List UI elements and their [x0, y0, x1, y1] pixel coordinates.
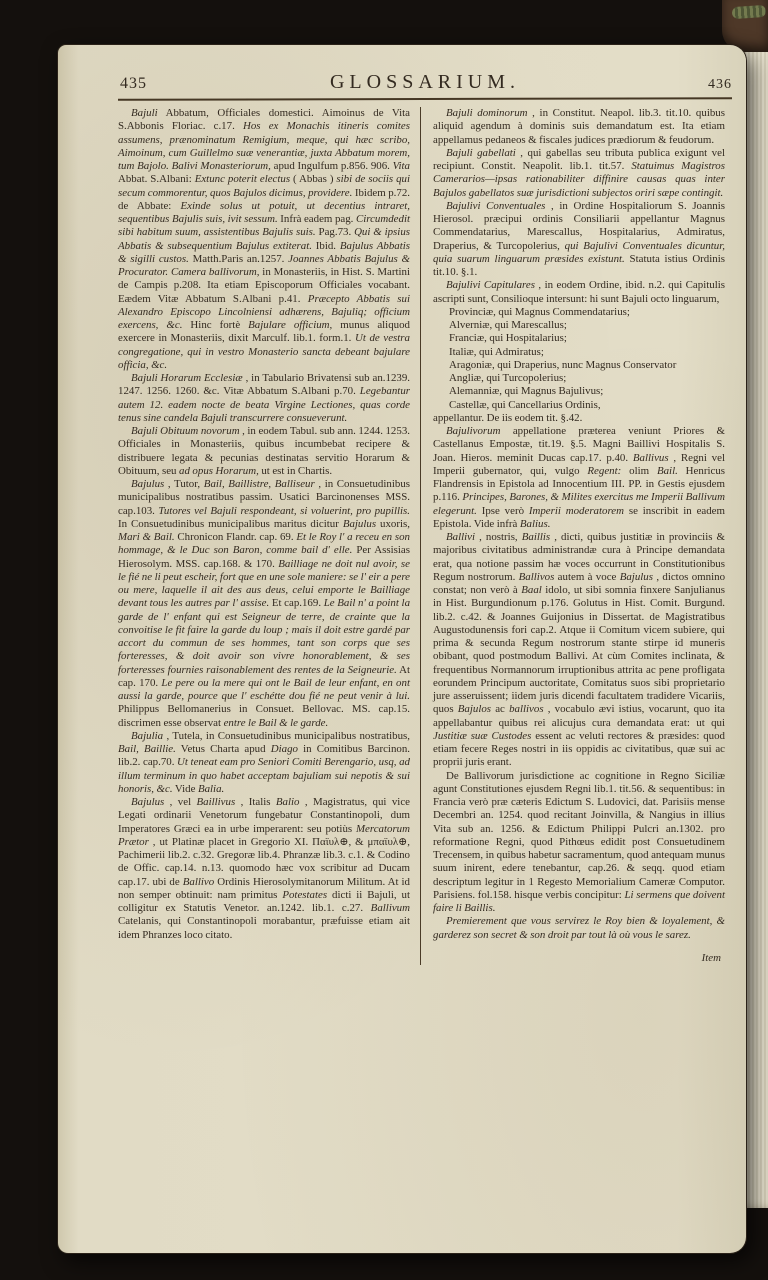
- glossary-paragraph: [118, 372, 410, 425]
- roman-text: Aragoniæ, qui Draperius, nunc Magnus Conservator: [449, 358, 677, 371]
- catchword: Item: [701, 951, 721, 964]
- glossary-paragraph: [118, 425, 410, 478]
- roman-text: Vetus Charta apud: [175, 743, 271, 755]
- italic-text: Bailliage ne doit nul avoir, se le fié ne li peut escheir, fort que en une sole maniere: se l' eir a pere ou mere, laquelle il ait des aus deus, celui emporte le Bailliage devant tous les autres par l' assise.: [118, 557, 410, 610]
- roman-text: , vocabulo ævi istius, vocarunt, quo ita appellabantur quibus rei alicujus cura demandata erat: ut qui: [433, 703, 725, 729]
- italic-text: Bajuli: [131, 107, 158, 119]
- italic-text: Baillis: [521, 531, 551, 543]
- italic-text: Bajulus: [619, 570, 653, 583]
- italic-text: Bail, Baillie.: [118, 743, 176, 755]
- roman-text: appellantur. De iis eodem tit. §.42.: [433, 411, 583, 424]
- roman-text: , Magistratus, qui vice Legati ordinarii Venetorum fungebatur Constantinopoli, dum Imperatores Græci ea in urbe imperarent: seu potiùs: [118, 796, 410, 835]
- italic-text: Bajulare officium,: [248, 319, 333, 331]
- roman-text: in Comitibus Barcinon. lib.2. cap.70.: [118, 743, 410, 769]
- italic-text: qui Bajulivi Conventuales dicuntur, quia suarum linguarum præsides existunt.: [433, 239, 726, 265]
- italic-text: Vita: [392, 160, 410, 172]
- roman-text: , in Ordine Hospitaliorum S. Joannis Hierosol. præcipui ordinis Consiliarii appellantur Magnus Commendatarius, Marescallus, Hospitalarius, Admiratus, Draperius, & Turcopolerius,: [433, 199, 725, 252]
- italic-text: Bajulivi Capitulares: [446, 279, 535, 292]
- roman-text: munus aliquod exercere in Monasteriis, dixit Marculf. lib.1. form.1.: [118, 319, 410, 345]
- glossary-list-item: [449, 385, 725, 398]
- italic-text: Bail.: [656, 464, 678, 477]
- roman-text: Alemanniæ, qui Magnus Bajulivus;: [449, 385, 604, 398]
- italic-text: Extunc poterit electus: [194, 173, 291, 186]
- roman-text: Provinciæ, qui Magnus Commendatarius;: [449, 305, 630, 318]
- glossary-list-item: [449, 346, 725, 359]
- roman-text: in Monasteriis, in Hist. S. Martini de Campis p.208. Ita etiam Episcoporum Officiales vocabant. Eædem Vitæ Abbatum S.Albani p.41.: [118, 266, 411, 305]
- italic-text: Hos ex Monachis itineris comites assumens, prænominatum Remigium, meque, qui hæc scribo, Aimoinum, cum Guillelmo suæ venerantiæ, juxta Abbatum morem, tum Bajolo. Balivi Monasteriorum,: [118, 120, 411, 172]
- italic-text: Mercatorum Prætor: [118, 822, 410, 848]
- italic-text: Bajuli gabellati: [446, 146, 516, 159]
- italic-text: Regent:: [587, 464, 622, 477]
- italic-text: Le pere ou la mere qui ont le Bail de leur enfant, en ont aussi la garde, pource que l' eschétte dou fié ne peut venir à lui.: [118, 676, 410, 702]
- glossary-paragraph: [118, 730, 410, 796]
- italic-text: Ballivo: [182, 875, 215, 888]
- roman-text: uxoris,: [376, 517, 410, 530]
- roman-text: , in Consuetudinibus municipalibus nostratibus passim. Usatici Barcinonenses MSS. cap.103.: [118, 478, 411, 517]
- italic-text: Potestates: [282, 888, 328, 901]
- glossary-list-item: [449, 332, 725, 345]
- italic-text: Balia.: [197, 782, 225, 795]
- italic-text: Ut teneat eam pro Seniori Comiti Berengario, usq, ad illum terminum in quo habet acceptam bajuliam sui nepotis & sui honoris, &c.: [118, 756, 410, 795]
- roman-text: ( Abbas ): [290, 173, 337, 186]
- roman-text: Hinc fortè: [182, 319, 249, 331]
- italic-text: Bajulus Abbatis & sigilli custos.: [118, 239, 411, 265]
- italic-text: Bajuli dominorum: [446, 107, 528, 119]
- page-number-right: 436: [708, 77, 732, 92]
- glossary-paragraph: [433, 915, 725, 942]
- roman-text: , nostris,: [475, 531, 522, 543]
- roman-text: Matth.Paris an.1257.: [188, 252, 289, 265]
- glossary-paragraph: [433, 425, 725, 531]
- glossary-paragraph: [433, 770, 725, 916]
- glossary-list-item: [449, 372, 725, 385]
- italic-text: Tutores vel Bajuli respondeant, si voluerint, pro pupillis.: [158, 504, 410, 517]
- italic-text: Bajulus: [131, 478, 165, 490]
- glossary-paragraph: [433, 200, 725, 280]
- glossary-paragraph: [433, 107, 725, 147]
- roman-text: essent ac veluti rectores & præsides: quod etiam fecere Reges nostri in iis oppidis ac civitatibus, quæ sui ac proprii juris erant.: [433, 729, 725, 769]
- italic-text: Exinde solus ut potuit, ut decentius intraret, sequentibus Bajulis suis, ivit sessum.: [118, 199, 410, 225]
- italic-text: Ut de vestra congregatione, qui in vestro Monasterio sancta debeant bajulare officia, &c.: [118, 332, 410, 371]
- roman-text: , in eodem Ordine, ibid. n.2. qui Capitulis ascripti sunt, Consilioque intersunt: hi sunt Bajuli octo linguarum,: [433, 279, 726, 305]
- roman-text: , in eodem Tabul. sub ann. 1244. 1253. Officiales in Monasteriis, quibus incumbebat recipere & distribuere legata & pecunias destinatas servitio Horarum & Obituum, seu: [118, 425, 410, 477]
- roman-text: Italiæ, qui Admiratus;: [449, 345, 544, 358]
- italic-text: Bajulia: [131, 729, 164, 742]
- italic-text: Ballivus: [632, 451, 669, 464]
- roman-text: Ibidem p.72. de Abbate:: [118, 186, 411, 212]
- roman-text: Ipse verò: [476, 504, 529, 517]
- italic-text: Bajuli Obituum novorum: [131, 425, 240, 437]
- roman-text: ac: [491, 703, 510, 716]
- italic-text: Baillivus: [196, 796, 236, 808]
- glossary-list-item: [449, 306, 725, 319]
- italic-text: Mari & Bail.: [118, 531, 175, 543]
- running-header: [118, 71, 732, 99]
- italic-text: Circumdedit sibi habitum suum, assistentibus Bajulis suis.: [118, 213, 410, 239]
- italic-text: Ballivum: [370, 902, 410, 914]
- running-title: GLOSSARIUM.: [329, 71, 521, 93]
- roman-text: , Regni vel Imperii gubernator, qui, vulgo: [433, 451, 725, 477]
- roman-text: Statuta istius Ordinis tit.10. §.1.: [433, 252, 725, 278]
- italic-text: Baal: [521, 584, 542, 596]
- roman-text: , in Tabulario Brivatensi sub an.1239. 1247. 1256. 1260. &c. Vitæ Abbatum S.Albani p.70.: [118, 372, 411, 398]
- roman-text: olim: [621, 464, 657, 477]
- italic-text: Et le Roy l' a receu en son hommage, & le Duc son Baron, comme bail d' elle.: [118, 531, 410, 557]
- glossary-paragraph: [433, 279, 725, 306]
- roman-text: , vel: [164, 796, 197, 808]
- roman-text: Franciæ, qui Hospitalarius;: [449, 332, 567, 345]
- roman-text: Et cap.169.: [269, 597, 324, 610]
- right-column: [421, 107, 725, 965]
- page-number-left: 435: [120, 75, 147, 92]
- roman-text: Vide: [172, 782, 198, 795]
- italic-text: Bajulivi Conventuales: [446, 199, 546, 212]
- roman-text: Ordinis Hierosolymitanorum Militum. At id non semper obtinuit: nam primitus: [118, 875, 410, 901]
- italic-text: Li sermens que doivent faire li Baillis.: [433, 888, 725, 914]
- roman-text: , dicti, quibus justitiæ in provinciis & majoribus civitatibus administrandæ cura à Principe demandata erat, qua notione passim hæ voces occurrunt in Constitutionibus Regum nostrorum.: [433, 531, 725, 583]
- italic-text: Diago: [270, 743, 298, 755]
- roman-text: autem à voce: [554, 570, 620, 583]
- roman-text: De Ballivorum jurisdictione ac cognitione in Regno Siciliæ agunt Constitutiones ejusdem Regni lib.1. tit.56. & sequentibus: in Francia verò præ cæteris Edictum S. Ludovici, dat. Parisiis mense Decembri an. 1254. quod recitant Joinvilla, & Nangius in illius Vita sub an. 1256. & Edictum Philippi Pulcri an.1302. pro reformatione Regni, quod Pithœus edidit post Consuetudinem Trecensem, in quibus habetur sacramentum, quod antequam munus suum inirent, edere tenebantur, cap.26. & seqq. quod etiam descriptum legitur in 1 Regesto Memorialium Cameræ Computor. Parisiens. fol.158. hisque verbis concipitur:: [433, 769, 725, 901]
- book-page: [58, 45, 746, 1253]
- italic-text: Bajulus: [342, 517, 377, 530]
- italic-text: sibi de sociis qui secum commorentur, quos Bajulos dicimus, providere.: [118, 173, 410, 199]
- roman-text: In Consuetudinibus municipalibus maritus dicitur: [118, 517, 343, 530]
- glossary-paragraph: [433, 147, 725, 200]
- roman-text: appellatione præterea veniunt Priores & Castellanus Empostæ, tit.19. §.5. Magni Baillivi Hospitalis S. Joan. Hieros. meminit Ducas cap.17. p.40.: [433, 425, 725, 464]
- glossary-list-item: [449, 399, 725, 412]
- italic-text: Ballivi: [446, 531, 476, 543]
- roman-text: , Italis: [235, 796, 276, 808]
- roman-text: Chronicon Flandr. cap. 69.: [174, 531, 297, 543]
- roman-text: Angliæ, qui Turcopolerius;: [449, 372, 567, 384]
- roman-text: At cap. 170.: [118, 663, 410, 689]
- roman-text: Ibid.: [311, 239, 340, 252]
- italic-text: Le Bail n' a point la garde de l' enfant qui est Seigneur de terre, de crainte que la convoitise le fit faire la garde du loup ; mais il doit estre gardé par accort du commun de ses hommes, tant son corps que ses forteresses, & doit avoir son vivre honorablement, & ses forteresses fournies raisonablement des rentes de la Seigneurie.: [118, 597, 411, 676]
- italic-text: Bail, Baillistre, Balliseur: [203, 478, 315, 490]
- glossary-paragraph: [433, 531, 725, 770]
- italic-text: Bajulos: [457, 703, 492, 716]
- roman-text: dicti ii Bajuli, ut colligitur ex Statutis Venetor. an.1242. lib.1. c.27.: [118, 888, 410, 914]
- italic-text: Imperii moderatorem: [528, 504, 625, 517]
- roman-text: , qui gabellas seu tributa publica exigunt vel recipiunt. Constit. Neapolit. lib.1. tit.57.: [433, 146, 725, 172]
- roman-text: , in Constitut. Neapol. lib.3. tit.10. quibus aliquid agendum à dominis suis demandatum est. Ita etiam appellamus pedaneos & fiscales judices prædiorum & feudorum.: [433, 107, 725, 146]
- roman-text: Henricus Flandrensis in Epistola ad Innocentium III. PP. in Gestis ejusdem p.116.: [433, 464, 725, 504]
- italic-text: Bajulivorum: [446, 425, 501, 437]
- italic-text: Joannes Abbatis Bajulus & Procurator. Camera ballivorum,: [118, 252, 411, 278]
- glossary-paragraph: [118, 796, 410, 942]
- roman-text: se inscribit in eadem Epistola. Vide infrà: [433, 504, 725, 530]
- italic-text: Balius.: [519, 517, 551, 530]
- italic-text: ad opus Horarum,: [179, 464, 259, 477]
- roman-text: Infrà eadem pag.: [277, 213, 356, 225]
- roman-text: Abbat. S.Albani:: [118, 173, 195, 186]
- roman-text: Alverniæ, qui Marescallus;: [449, 319, 567, 331]
- italic-text: Premierement que vous servirez le Roy bien & loyalement, & garderez son secret & son droit par tout là où vous le sarez.: [433, 915, 725, 941]
- glossary-list-item: [449, 359, 725, 372]
- roman-text: Castellæ, qui Cancellarius Ordinis,: [449, 398, 601, 411]
- roman-text: Pag.73.: [315, 226, 355, 239]
- glossary-list-item: [449, 319, 725, 332]
- italic-text: Legebantur autem 12. eadem nocte de beata Virgine Lectiones, quas corde tenus sine candela Bajuli transcurrere consueverunt.: [118, 385, 410, 424]
- italic-text: ballivos: [509, 703, 544, 716]
- book-headband: [732, 5, 767, 19]
- italic-text: Balio: [275, 796, 300, 808]
- text-block: [118, 71, 732, 965]
- italic-text: Principes, Barones, & Milites exercitus me Imperii Ballivum elegerunt.: [433, 491, 725, 517]
- roman-text: Per Assisias Hierosolym. MSS. cap.168. & 170.: [118, 544, 411, 570]
- italic-text: Statuimus Magistros Camerarios—ipsas rationabiliter diffinire causas quas inter Bajulos gabellatos suæ jurisdictioni subjectos oriri sæpe contingit.: [433, 160, 725, 199]
- roman-text: , ut Platinæ placet in Gregorio XI. Παϊυλ⊕, & μπαϊυλ⊕, Pachimerii lib.2. c.32. Gregoræ lib.4. Phranzæ lib.3. c.1. & Codino de Offic. cap.14. n.13. quomodo hæc vox scribitur ad Ducam cap.17. ubi de: [118, 835, 410, 888]
- left-column: [118, 107, 420, 965]
- roman-text: Philippus Bellomanerius in Consuet. Bellovac. MS. cap.15. discrimen esse observat: [118, 703, 410, 729]
- roman-text: Catelanis, qui Constantinopoli morabantur, præfuisse etiam ait idem Phranzes loco citato.: [118, 915, 410, 941]
- header-rule: [118, 97, 732, 101]
- italic-text: Qui & ipsius Abbatis & subsequentium Bajulus extiterat.: [118, 226, 411, 252]
- italic-text: Præcepto Abbatis sui Alexandro Episcopo Lincolniensi adhærens, Bajuliq; officium exercens, &c.: [118, 292, 410, 331]
- glossary-paragraph: [433, 412, 725, 425]
- two-column-layout: [118, 107, 732, 965]
- roman-text: , Tutor,: [164, 478, 204, 490]
- glossary-paragraph: [118, 478, 410, 730]
- italic-text: Bajulus: [131, 796, 165, 808]
- roman-text: apud Ingulfum p.856. 906.: [270, 160, 393, 172]
- roman-text: , dictos omnino constat; non verò à: [433, 570, 726, 596]
- roman-text: ut est in Chartis.: [258, 464, 333, 477]
- roman-text: idolo, ut sibi somnia finxere Sanjulianus in Hist. Burgundionum p.176. Golutus in Hist. Comit. Burgund. lib.2. c.42. & Joannes Guijonius in Dissertat. de Magistratibus Augustodunensis fori cap.2. Atque ii Comitum vicem subiere, qui prima & secunda Regum nostrorum stante stirpe id muneris obibant, quod postmodum Ballivi. At cùm Comites inclinata, & frequentibus Normannorum irruptionibus attrita ac pene profligata eorundem Principum auctoritate, Comitatus suos sibi proprietario jure asseruissent; iidem juris dicendi facultatem tradidere Vicariis, quos: [433, 584, 725, 716]
- roman-text: , Tutela, in Consuetudinibus municipalibus nostratibus,: [163, 729, 410, 742]
- glossary-paragraph: [118, 107, 410, 372]
- italic-text: Ballivos: [518, 570, 555, 583]
- italic-text: entre le Bail & le garde.: [223, 716, 329, 729]
- italic-text: Justitiæ suæ Custodes: [433, 729, 532, 742]
- italic-text: Bajuli Horarum Ecclesiæ: [131, 372, 243, 384]
- roman-text: Abbatum, Officiales domestici. Aimoinus de Vita S.Abbonis Floriac. c.17.: [118, 107, 410, 133]
